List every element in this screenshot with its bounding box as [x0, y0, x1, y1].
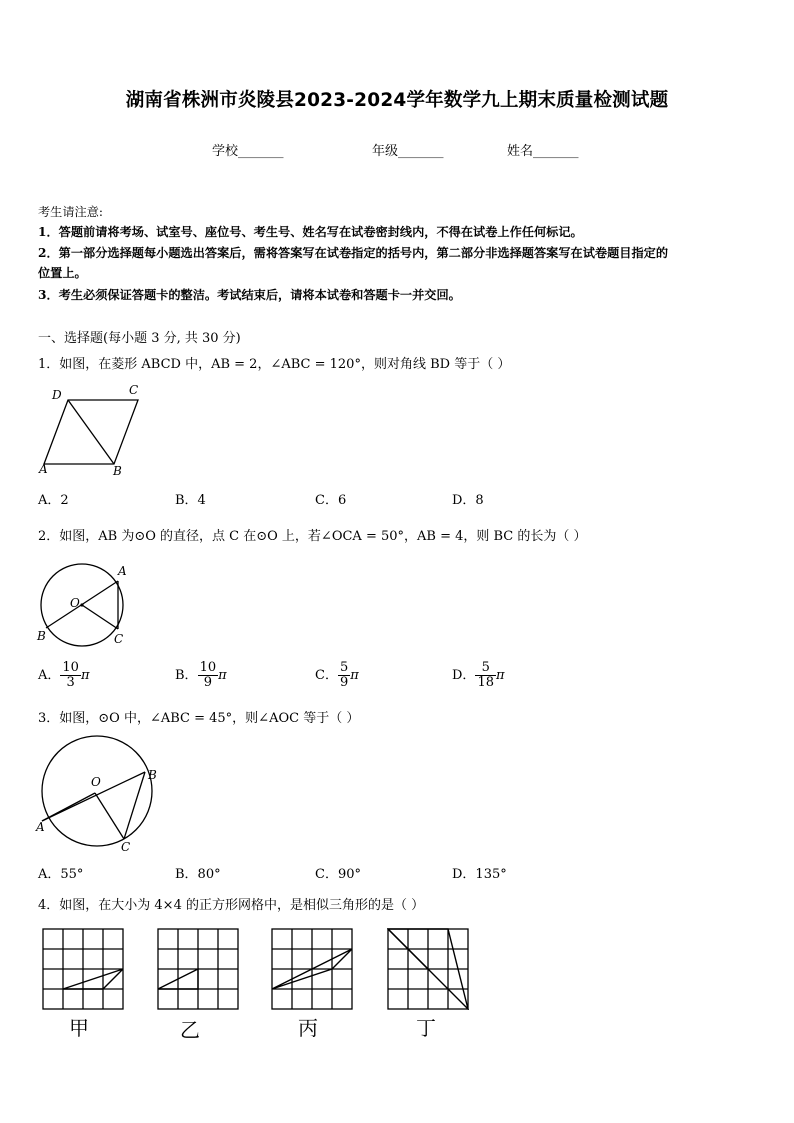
q2-option-d [452, 661, 505, 690]
circle-figure-q3 [34, 735, 164, 853]
notice-heading: 考生请注意: [38, 205, 104, 219]
q2-option-a [38, 661, 89, 690]
fraction [475, 661, 496, 690]
numerator: 5 [339, 660, 349, 675]
radius-oa [42, 793, 95, 821]
q2-option-a-letter: A． [38, 668, 61, 683]
numerator: 10 [62, 660, 79, 675]
fraction [198, 661, 219, 690]
radius-oc [95, 793, 124, 839]
diagonal-bd [68, 400, 114, 464]
label-o: O [70, 596, 80, 610]
q3-option-b: B．80° [175, 867, 221, 882]
grade-field [372, 140, 444, 159]
label-bing: 丙 [298, 1016, 318, 1040]
notice-item-3: 3．考生必须保证答题卡的整洁。考试结束后，请将本试卷和答题卡一并交回。 [38, 288, 461, 302]
grid-yi [157, 928, 239, 1010]
question-4-text: 4．如图，在大小为 4×4 的正方形网格中，是相似三角形的是（ ） [38, 898, 425, 913]
label-a: A [39, 462, 48, 476]
grade-label: 年级 [372, 144, 399, 159]
triangle-jia [63, 969, 123, 989]
school-field [212, 140, 284, 159]
question-1-text: 1．如图，在菱形 ABCD 中，AB = 2，∠ABC = 120°，则对角线 BD 等于（ ） [38, 357, 511, 372]
q3-option-c: C．90° [315, 867, 361, 882]
label-o: O [91, 775, 101, 789]
label-a: A [36, 820, 45, 834]
q2-option-c-letter: C． [315, 668, 338, 683]
grid-ding [387, 928, 469, 1010]
grade-blank: _______ [398, 144, 444, 159]
q2-option-d-letter: D． [452, 668, 476, 683]
rhombus-figure [36, 380, 146, 478]
circle-o [42, 736, 152, 846]
denominator: 3 [66, 675, 75, 690]
school-label: 学校 [212, 144, 239, 159]
center-point [80, 603, 83, 606]
name-field [507, 140, 579, 159]
page-title: 湖南省株洲市炎陵县2023-2024学年数学九上期末质量检测试题 [125, 90, 669, 111]
denominator: 18 [477, 675, 494, 690]
fraction [338, 661, 350, 690]
circle-figure-q2 [34, 562, 134, 650]
notice-item-2: 2．第一部分选择题每小题选出答案后，需将答案写在试卷指定的括号内，第二部分非选择题答案写在试卷题目指定的 [38, 246, 669, 260]
section-title: 一、选择题(每小题 3 分, 共 30 分) [38, 331, 241, 346]
pi-symbol: π [495, 668, 505, 683]
question-3-text: 3．如图，⊙O 中，∠ABC = 45°，则∠AOC 等于（ ） [38, 711, 360, 726]
q1-option-d: D．8 [452, 493, 484, 508]
q1-option-c: C．6 [315, 493, 347, 508]
label-yi: 乙 [180, 1018, 200, 1042]
grid-lines [43, 929, 123, 1009]
pi-symbol: π [80, 668, 90, 683]
q1-option-a: A．2 [38, 493, 69, 508]
denominator: 9 [339, 675, 349, 690]
pi-symbol: π [218, 668, 227, 683]
question-2-text: 2．如图，AB 为⊙O 的直径，点 C 在⊙O 上，若∠OCA = 50°，AB = 4，则 BC 的长为（ ） [38, 529, 587, 544]
q3-option-d: D．135° [452, 867, 507, 882]
grid-bing [271, 928, 353, 1010]
radius-oc [82, 605, 118, 629]
label-b: B [113, 464, 122, 478]
q1-option-b: B．4 [175, 493, 206, 508]
label-b: B [148, 768, 157, 782]
label-b: B [37, 629, 46, 643]
name-label: 姓名 [507, 144, 534, 159]
q2-option-b-letter: B． [175, 668, 198, 683]
q2-option-c [315, 661, 359, 690]
q3-option-a: A．55° [38, 867, 84, 882]
label-c: C [121, 840, 131, 853]
numerator: 10 [199, 660, 217, 675]
label-ding: 丁 [416, 1016, 436, 1040]
pi-symbol: π [350, 668, 359, 683]
fraction [60, 661, 81, 690]
label-a: A [118, 564, 127, 578]
denominator: 9 [203, 675, 212, 690]
notice-item-1: 1．答题前请将考场、试室号、座位号、考生号、姓名写在试卷密封线内，不得在试卷上作任何标记。 [38, 225, 583, 239]
label-c: C [114, 632, 124, 646]
label-jia: 甲 [69, 1016, 89, 1040]
label-c: C [129, 383, 139, 397]
q2-option-b [175, 661, 227, 690]
label-d: D [52, 388, 62, 402]
chord-bc [124, 772, 145, 839]
name-blank: _______ [533, 144, 579, 159]
school-blank: _______ [238, 144, 284, 159]
numerator: 5 [475, 661, 496, 676]
notice-item-2-cont: 位置上。 [38, 266, 87, 280]
grid-jia [42, 928, 124, 1010]
